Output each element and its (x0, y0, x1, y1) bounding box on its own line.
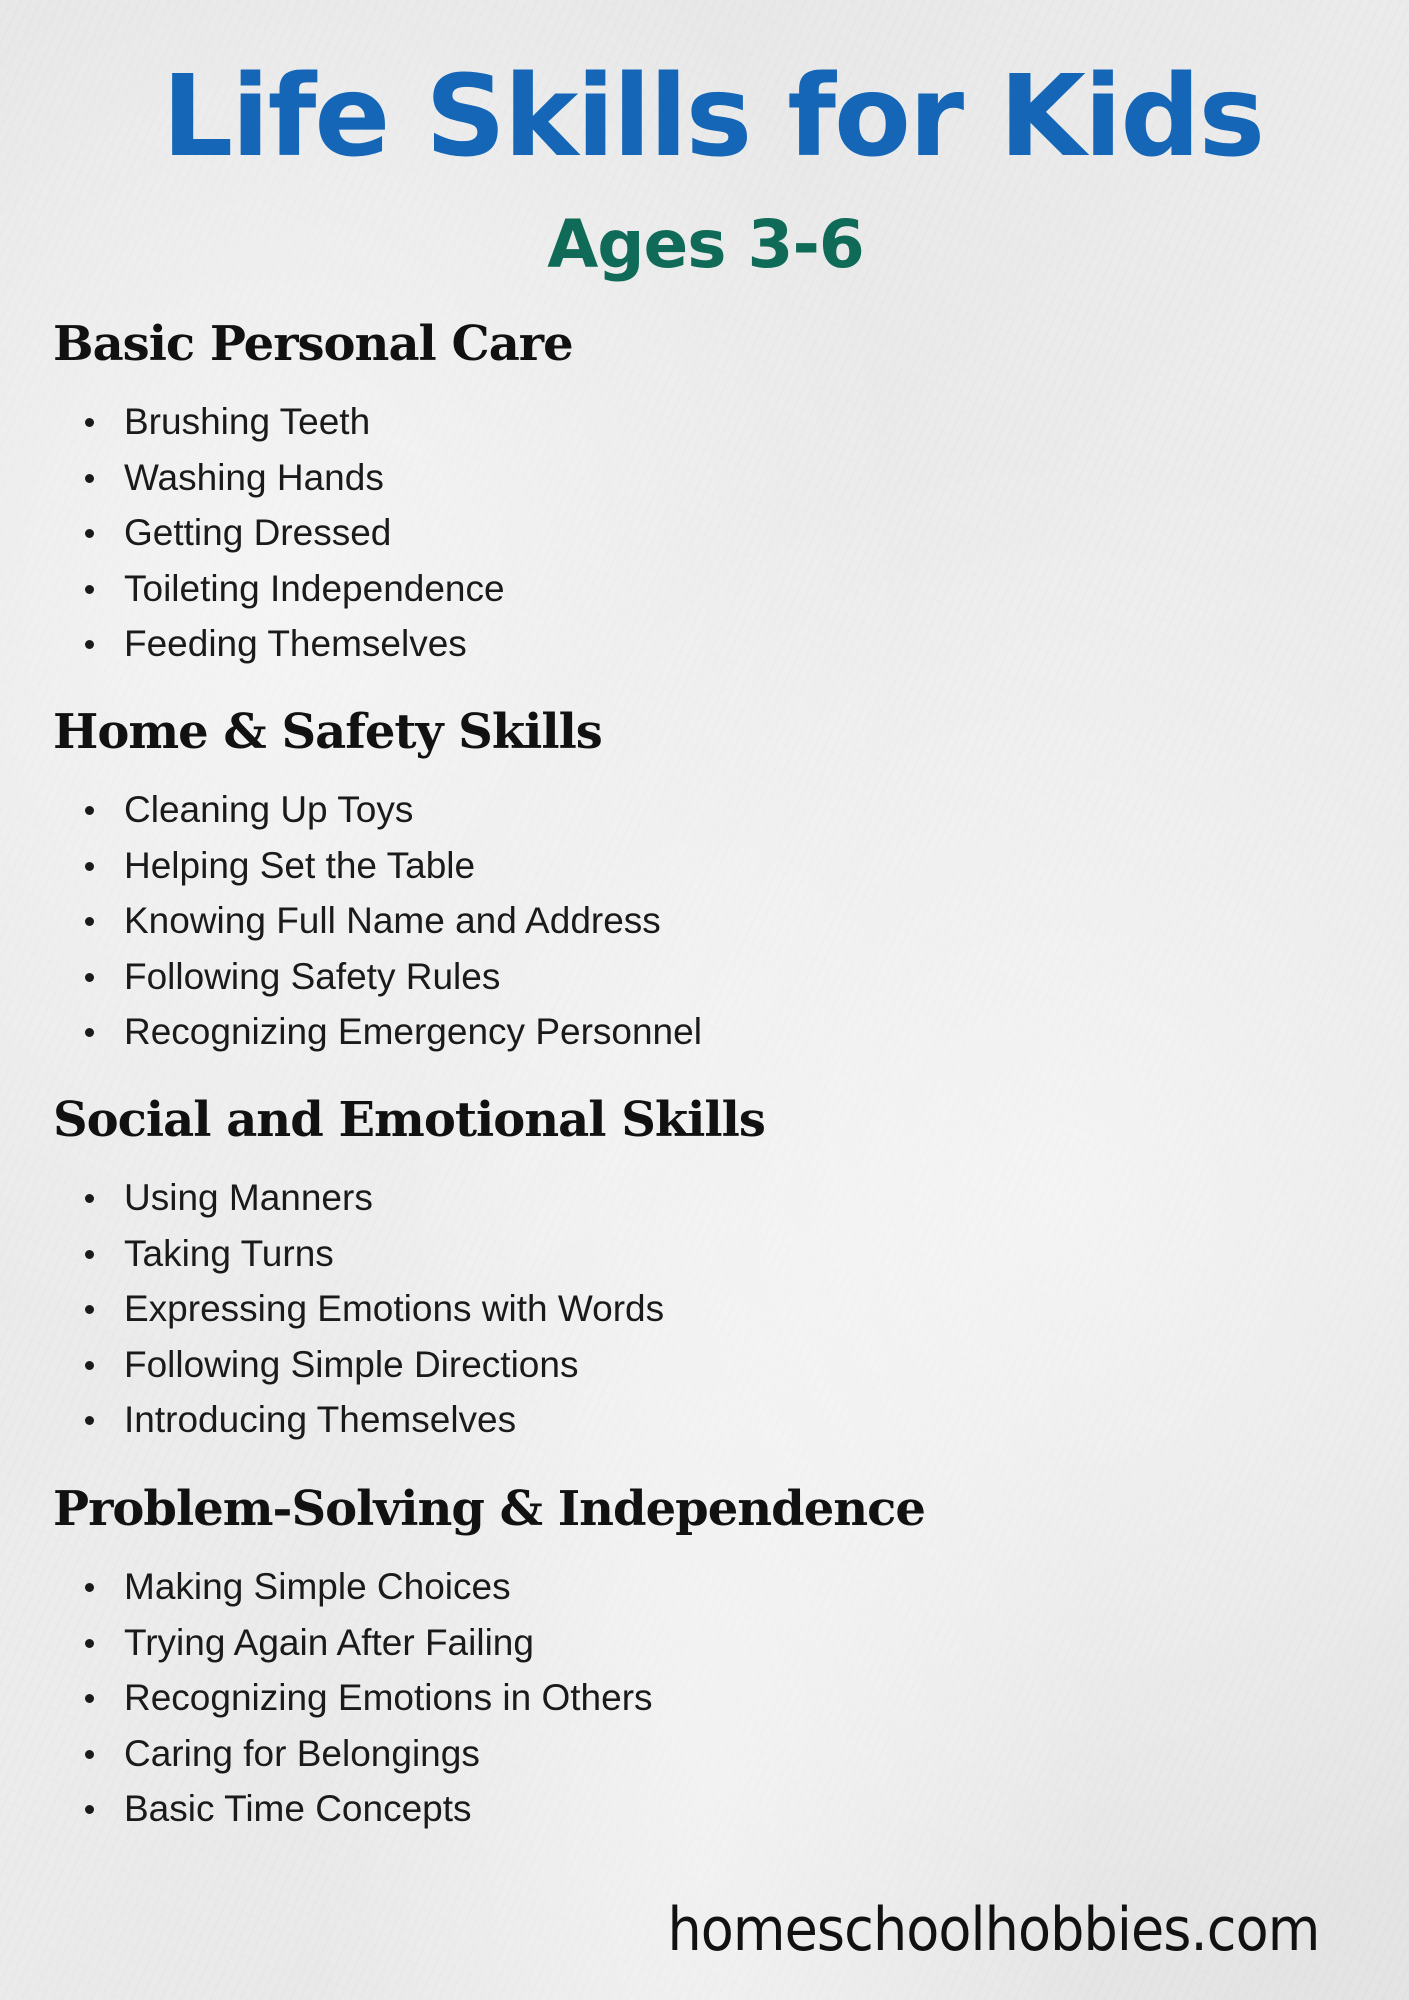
list-item-label: Expressing Emotions with Words (124, 1288, 665, 1329)
list-item-label: Making Simple Choices (124, 1566, 511, 1607)
list-item-label: Following Safety Rules (124, 955, 501, 997)
list-item-label: Caring for Belongings (124, 1732, 480, 1774)
section-heading: Social and Emotional Skills (53, 1092, 765, 1148)
list-item (0, 394, 505, 450)
bullet-icon (85, 474, 94, 483)
bullet-icon (85, 1305, 94, 1314)
page-subtitle: Ages 3-6 (547, 206, 864, 283)
list-item (0, 561, 505, 617)
section-heading: Problem-Solving & Independence (53, 1481, 925, 1537)
list-item-label: Introducing Themselves (124, 1399, 517, 1440)
list-item-label: Toileting Independence (124, 567, 505, 609)
list-item (0, 782, 702, 838)
page-title: Life Skills for Kids (161, 52, 1264, 182)
list-item (0, 1615, 653, 1671)
list-item (0, 949, 702, 1005)
bullet-icon (85, 1028, 94, 1037)
bullet-icon (85, 1583, 94, 1592)
list-item-label: Taking Turns (124, 1232, 334, 1274)
section-heading: Basic Personal Care (53, 316, 573, 372)
skill-list (0, 1559, 653, 1837)
bullet-icon (85, 917, 94, 926)
list-item (0, 838, 702, 894)
list-item-label: Recognizing Emotions in Others (124, 1677, 653, 1718)
list-item (0, 1004, 702, 1060)
bullet-icon (85, 1805, 94, 1814)
footer-website-url: homeschoolhobbies.com (667, 1895, 1319, 1965)
bullet-icon (85, 1194, 94, 1203)
bullet-icon (85, 640, 94, 649)
bullet-icon (85, 1361, 94, 1370)
section-heading: Home & Safety Skills (53, 704, 602, 760)
list-item-label: Following Simple Directions (124, 1343, 579, 1385)
skill-list (0, 394, 505, 672)
list-item (0, 1726, 653, 1782)
list-item-label: Trying Again After Failing (124, 1621, 534, 1663)
list-item-label: Washing Hands (124, 456, 384, 498)
bullet-icon (85, 418, 94, 427)
list-item-label: Getting Dressed (124, 512, 392, 553)
bullet-icon (85, 1416, 94, 1425)
list-item-label: Knowing Full Name and Address (124, 900, 661, 941)
list-item-label: Helping Set the Table (124, 844, 476, 886)
list-item-label: Using Manners (124, 1177, 373, 1218)
list-item (0, 1781, 653, 1837)
list-item-label: Cleaning Up Toys (124, 789, 414, 830)
bullet-icon (85, 1639, 94, 1648)
bullet-icon (85, 585, 94, 594)
list-item (0, 1559, 653, 1615)
bullet-icon (85, 1750, 94, 1759)
list-item-label: Feeding Themselves (124, 623, 467, 664)
list-item (0, 1337, 664, 1393)
skill-list (0, 1170, 664, 1448)
list-item (0, 1392, 664, 1448)
skill-list (0, 782, 702, 1060)
bullet-icon (85, 529, 94, 538)
list-item (0, 1170, 664, 1226)
list-item (0, 893, 702, 949)
list-item (0, 616, 505, 672)
bullet-icon (85, 1694, 94, 1703)
list-item (0, 450, 505, 506)
list-item-label: Basic Time Concepts (124, 1788, 472, 1829)
list-item-label: Brushing Teeth (124, 401, 371, 442)
list-item (0, 505, 505, 561)
bullet-icon (85, 806, 94, 815)
bullet-icon (85, 973, 94, 982)
list-item-label: Recognizing Emergency Personnel (124, 1011, 702, 1052)
bullet-icon (85, 1250, 94, 1259)
list-item (0, 1670, 653, 1726)
list-item (0, 1226, 664, 1282)
bullet-icon (85, 862, 94, 871)
list-item (0, 1281, 664, 1337)
